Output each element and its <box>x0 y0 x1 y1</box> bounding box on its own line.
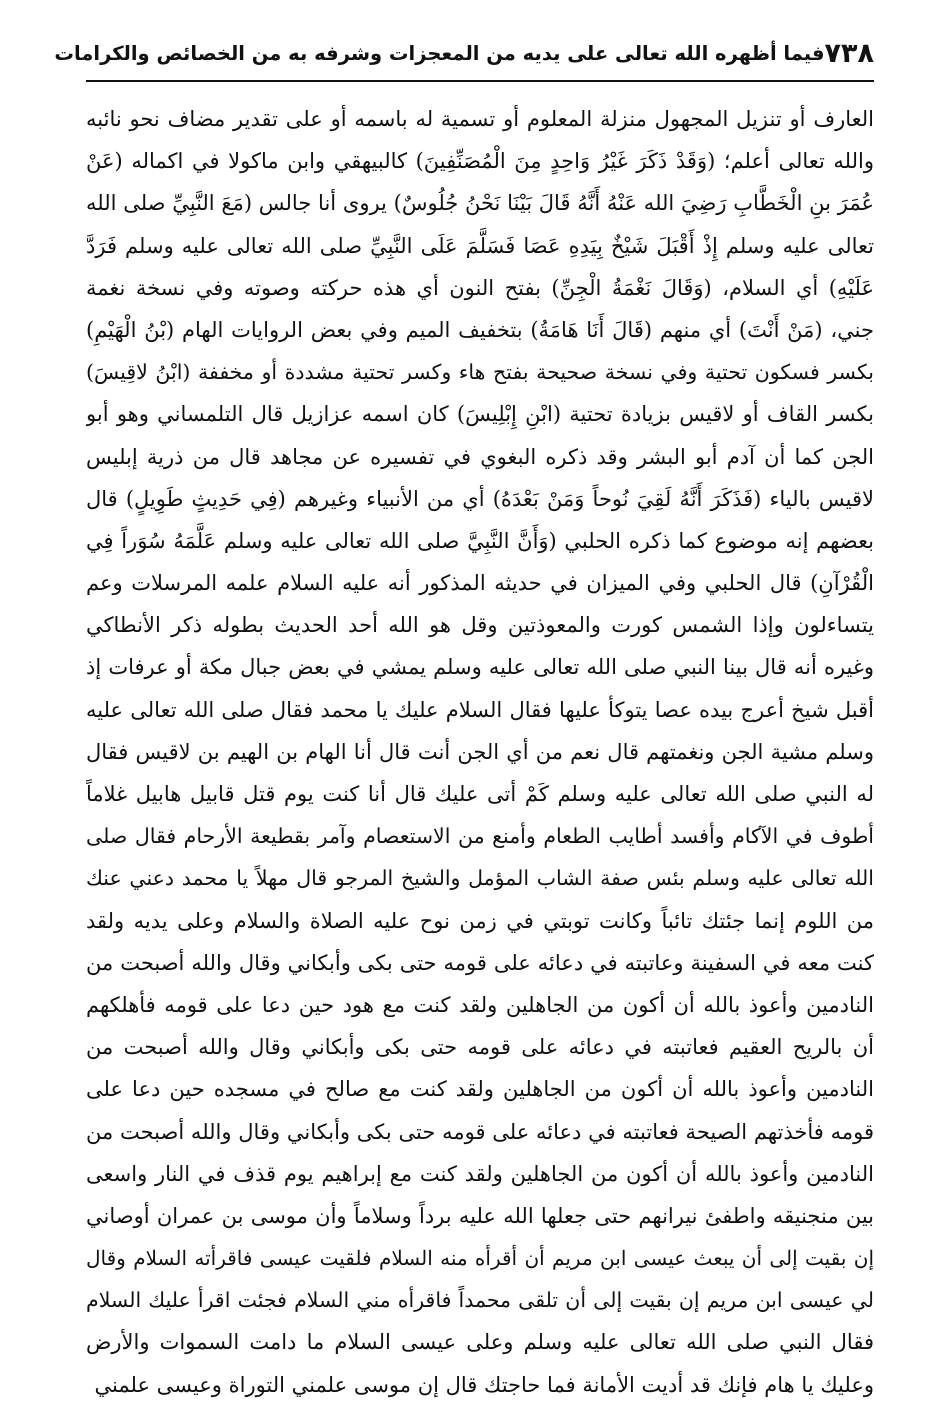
text-line: بين منجنيقه واطفئ نيرانهم حتى جعلها الله عليه برداً وسلاماً وأن موسى بن عمران أوصاني <box>86 1203 874 1228</box>
text-line: عُمَرَ بنِ الْخَطَّابِ رَضِيَ الله عَنْهُ أَنَّهُ قَالَ بَيْنَا نَحْنُ جُلُوسٌ) يروى أنا جالس (مَعَ النَّبِيِّ صلى الله <box>86 191 874 216</box>
text-line: أقبل شيخ أعرج بيده عصا يتوكأ عليها فقال السلام عليك يا محمد فقال صلى الله تعالى عليه <box>86 697 874 722</box>
text-line: الْقُرْآنِ) قال الحلبي وفي الميزان في حديثه المذكور أنه عليه السلام علمه المرسلات وعم <box>86 571 874 596</box>
text-line: تعالى عليه وسلم إِذْ أَقْبَلَ شَيْخٌ بِيَدِهِ عَصَا فَسَلَّمَ عَلَى النَّبِيِّ صلى الله تعالى عليه وسلم فَرَدَّ <box>86 233 874 258</box>
text-line: وعليك يا هام فإنك قد أديت الأمانة فما حاجتك قال إن موسى علمني التوراة وعيسى علمني <box>94 1372 874 1397</box>
text-line: له النبي صلى الله تعالى عليه وسلم كَمْ أتى عليك قال أنا كنت يوم قتل قابيل هابيل غلاماً <box>86 782 874 806</box>
text-line: بعضهم إنه موضوع كما ذكره الحلبي (وَأَنَّ النَّبِيَّ صلى الله تعالى عليه وسلم عَلَّمَهُ سُوَراً فِي <box>86 528 874 553</box>
text-line: الجن كما أن آدم أبو البشر وقد ذكره البغوي في تفسيره عن مجاهد قال من ذرية إبليس <box>86 444 874 469</box>
running-title: فيما أظهره الله تعالى على يديه من المعجزات وشرفه به من الخصائص والكرامات <box>54 41 825 65</box>
text-line: بكسر فسكون تحتية وفي نسخة صحيحة بفتح هاء وكسر تحتية مشددة أو مخففة (ابْنُ لاقِيسَ) <box>86 360 874 385</box>
text-line: فقال النبي صلى الله تعالى عليه وسلم وعلى عيسى السلام ما دامت السموات والأرض <box>86 1330 874 1355</box>
text-line: أن بالريح العقيم فعاتبته في دعائه على قومه حتى بكى وأبكاني وقال والله أصبحت من <box>86 1035 874 1060</box>
text-line: النادمين وأعوذ بالله أن أكون من الجاهلين ولقد كنت مع هود حين دعا على قومه فأهلكهم <box>86 992 874 1017</box>
text-line: أطوف في الآكام وأفسد أطايب الطعام وأمنع من الاستعصام وآمر بقطيعة الأرحام فقال صلى <box>86 824 874 849</box>
text-line: وسلم مشية الجن ونغمتهم قال نعم من أي الجن أنت قال أنا الهام بن الهيم بن لاقيس فقال <box>86 739 874 764</box>
text-line: عَلَيْهِ) أي السلام، (وَقَالَ نَغْمَةُ الْجِنِّ) بفتح النون أي هذه حركته وصوته وفي نسخة نغمة <box>86 275 874 300</box>
text-line: لي عيسى ابن مريم إن بقيت إلى أن تلقى محمداً فاقرأه مني السلام فجئت اقرأ عليك السلام <box>86 1288 874 1313</box>
text-line: لاقيس بالياء (فَذَكَرَ أَنَّهُ لَقِيَ نُوحاً وَمَنْ بَعْدَهُ) أي من الأنبياء وغيرهم (فِي حَدِيثٍ طَوِيلٍ) قال <box>86 486 874 511</box>
text-line: من اللوم إنما جئتك تائباً وكانت توبتي في زمن نوح عليه الصلاة والسلام وعلى يديه ولقد <box>86 908 874 933</box>
text-line: والله تعالى أعلم؛ (وَقَدْ ذَكَرَ غَيْرُ وَاحِدٍ مِنَ الْمُصَنِّفِينَ) كالبيهقي وابن ماكولا في اكماله (عَنْ <box>86 149 874 174</box>
text-line: العارف أو تنزيل المجهول منزلة المعلوم أو تسمية له باسمه أو على تقدير مضاف نحو نائبه <box>86 107 874 131</box>
page-header <box>54 26 874 82</box>
text-line: كنت معه في السفينة وعاتبته في دعائه على قومه حتى بكى وأبكاني وقال والله أصبحت من <box>86 950 874 975</box>
text-line: وغيره أنه قال بينا النبي صلى الله تعالى عليه وسلم يمشي في بعض جبال مكة أو عرفات إذ <box>86 655 874 680</box>
text-line: جني، (مَنْ أَنْتَ) أي منهم (قَالَ أَنَا هَامَةُ) بتخفيف الميم وفي بعض الروايات الهام (بْنُ الْهَيْمِ) <box>86 317 874 342</box>
text-line: بكسر القاف أو لاقيس بزيادة تحتية (ابْنِ إِبْلِيسَ) كان اسمه عزازيل قال التلمساني وهو أبو <box>86 402 874 427</box>
text-line: النادمين وأعوذ بالله أن أكون من الجاهلين ولقد كنت مع صالح في مسجده حين دعا على <box>86 1077 874 1102</box>
text-line: النادمين وأعوذ بالله أن أكون من الجاهلين ولقد كنت مع إبراهيم يوم قذف في النار واسعى <box>86 1161 874 1186</box>
text-line: قومه فأخذتهم الصيحة فعاتبته في دعائه على قومه حتى بكى وأبكاني وقال والله أصبحت من <box>86 1119 874 1144</box>
text-line: الله تعالى عليه وسلم بئس صفة الشاب المؤمل والشيخ المرجو قال مهلاً يا محمد دعني عنك <box>86 866 874 891</box>
page-number: ٧٣٨ <box>824 37 874 69</box>
text-body <box>86 98 874 1406</box>
text-line: إن بقيت إلى أن يبعث عيسى ابن مريم أن أقرأه منه السلام فلقيت عيسى فاقرأته السلام وقال <box>86 1246 874 1271</box>
text-line: يتساءلون وإذا الشمس كورت والمعوذتين وقل هو الله أحد الحديث بطوله ذكر الأنطاكي <box>86 613 874 638</box>
